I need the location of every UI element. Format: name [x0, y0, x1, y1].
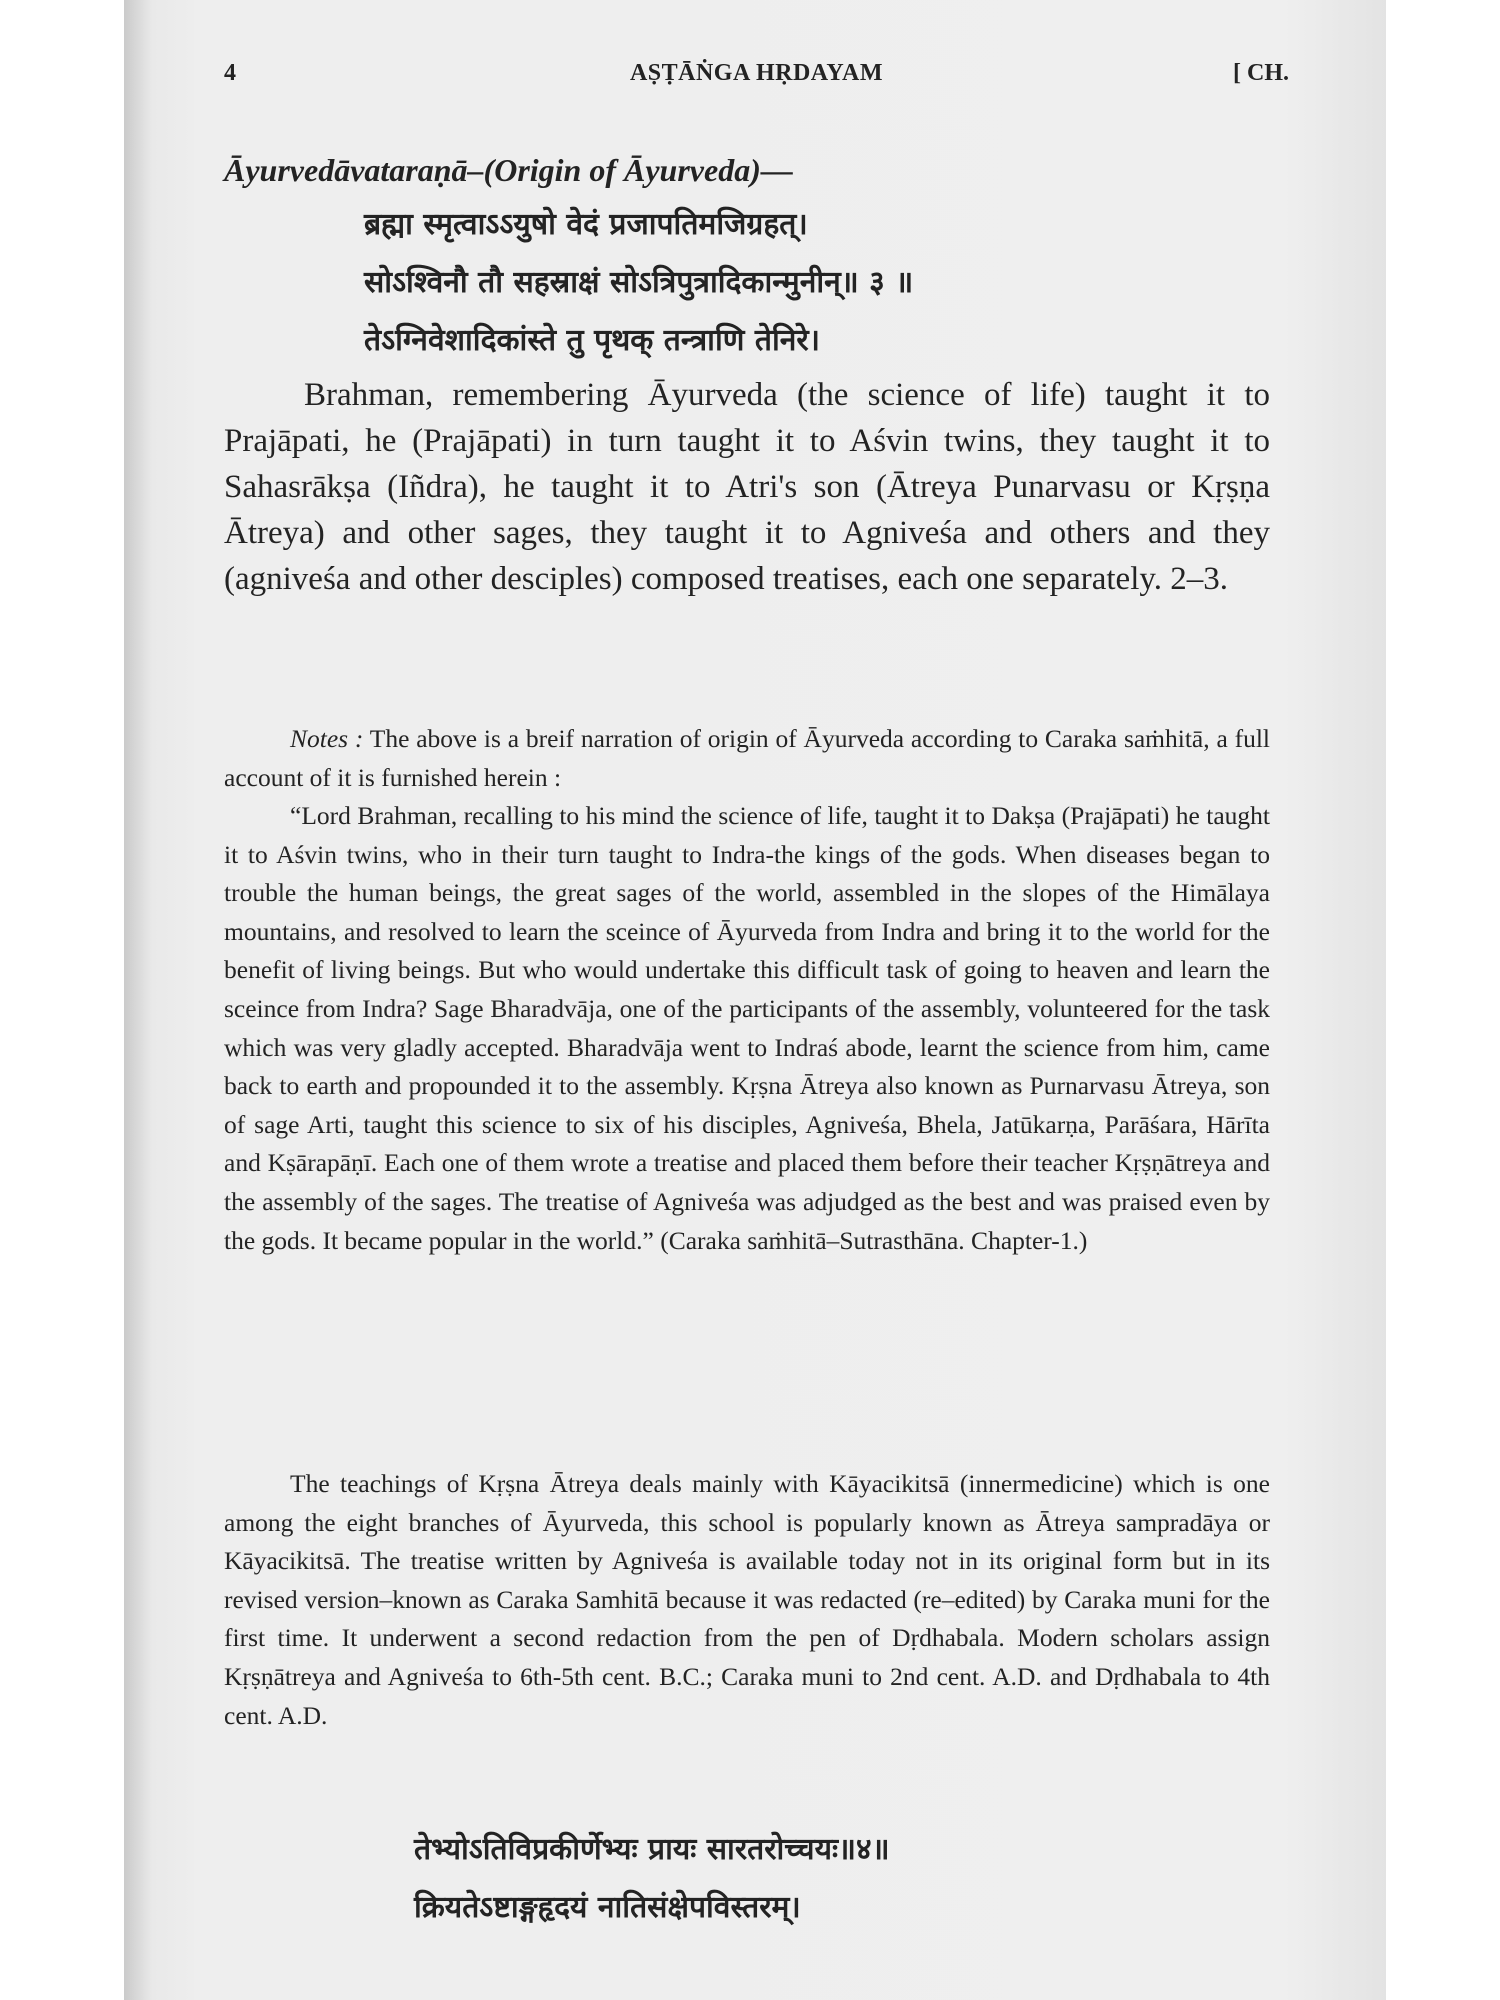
notes-intro-paragraph: [224, 720, 1270, 797]
chapter-marker: [ CH.: [1233, 60, 1289, 86]
book-page: [124, 0, 1386, 2000]
translation-text: Brahman, remembering Āyurveda (the science of life) taught it to Prajāpati, he (Prajāpati) in turn taught it to Aśvin twins, they taught it to Sahasrākṣa (Iñdra), he taught it to Atri's son (Ātreya Punarvasu or Kṛṣṇa Ātreya) and other sages, they taught it to Agniveśa and others and they (agniveśa and other desciples) composed treatises, each one separately. 2–3.: [224, 377, 1270, 597]
verse-line-4: तेभ्योऽतिविप्रकीर्णेभ्यः प्रायः सारतरोच्चयः॥४॥: [414, 1832, 890, 1867]
notes-quote-paragraph: “Lord Brahman, recalling to his mind the science of life, taught it to Dakṣa (Prajāpati) he taught it to Aśvin twins, who in their turn taught to Indra-the kings of the gods. When diseases began to trouble the human beings, the great sages of the world, assembled in the slopes of the Himālaya mountains, and resolved to learn the sceince of Āyurveda from Indra and bring it to the world for the benefit of living beings. But who would undertake this difficult task of going to heaven and learn the sceince from Indra? Sage Bharadvāja, one of the participants of the assembly, volunteered for the task which was very gladly accepted. Bharadvāja went to Indraś abode, learnt the science from him, came back to earth and propounded it to the assembly. Kṛṣna Ātreya also known as Purnarvasu Ātreya, son of sage Arti, taught this science to six of his disciples, Agniveśa, Bhela, Jatūkarṇa, Parāśara, Hārīta and Kṣārapāṇī. Each one of them wrote a treatise and placed them before their teacher Kṛṣṇātreya and the assembly of the sages. The treatise of Agniveśa was adjudged as the best and was praised even by the gods. It became popular in the world.” (Caraka saṁhitā–Sutrasthāna. Chapter-1.): [224, 801, 1270, 1255]
running-title: AṢṬĀṄGA HṚDAYAM: [629, 60, 884, 86]
notes-intro-text: The above is a breif narration of origin of Āyurveda according to Caraka saṁhitā, a full account of it is furnished herein :: [224, 724, 1270, 792]
page-number: 4: [224, 60, 236, 86]
teachings-paragraph: The teachings of Kṛṣna Ātreya deals mainly with Kāyacikitsā (innermedicine) which is one among the eight branches of Āyurveda, this school is popularly known as Ātreya sampradāya or Kāyacikitsā. The treatise written by Agniveśa is available today not in its original form but in its revised version–known as Caraka Samhitā because it was redacted (re–edited) by Caraka muni for the first time. It underwent a second redaction from the pen of Dṛdhabala. Modern scholars assign Kṛṣṇātreya and Agniveśa to 6th-5th cent. B.C.; Caraka muni to 2nd cent. A.D. and Dṛdhabala to 4th cent. A.D.: [224, 1469, 1270, 1730]
section-heading: Āyurvedāvataraṇā–(Origin of Āyurveda)—: [224, 152, 793, 188]
running-header: [224, 60, 1289, 100]
verse-line-3: तेऽग्निवेशादिकांस्ते तु पृथक् तन्त्राणि तेनिरे।: [364, 323, 821, 358]
verse-line-5: क्रियतेऽष्टाङ्गहृदयं नातिसंक्षेपविस्तरम्।: [414, 1890, 801, 1925]
verse-line-2: सोऽश्विनौ तौ सहस्राक्षं सोऽत्रिपुत्रादिकान्मुनीन्॥ ३ ॥: [364, 265, 914, 300]
spine-shadow: [124, 0, 152, 2000]
notes-label: Notes :: [290, 724, 364, 753]
verse-line-1: ब्रह्मा स्मृत्वाऽऽयुषो वेदं प्रजापतिमजिग्रहत्।: [364, 207, 808, 242]
translation-paragraph: [224, 372, 1270, 602]
